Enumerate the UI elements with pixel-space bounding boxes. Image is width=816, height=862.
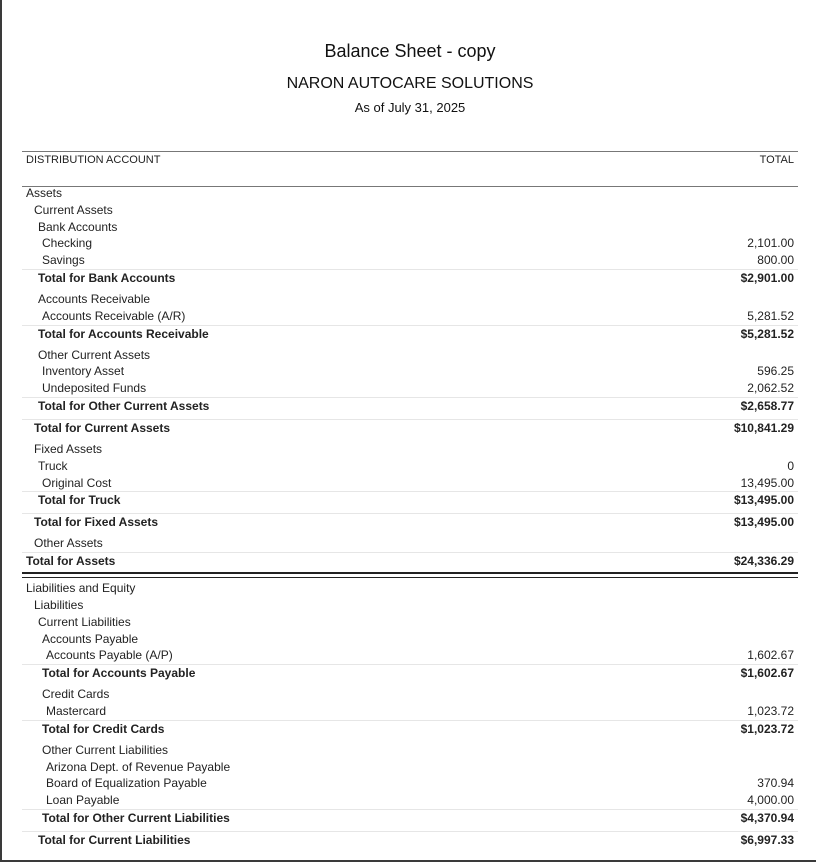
section-header-row <box>22 202 798 219</box>
account-row[interactable] <box>22 775 798 792</box>
row-label: Liabilities and Equity <box>26 581 136 596</box>
row-label: Total for Bank Accounts <box>38 270 176 285</box>
account-row[interactable] <box>22 759 798 776</box>
total-row <box>22 269 798 287</box>
row-amount: $4,370.94 <box>740 810 794 825</box>
row-label: Liabilities <box>34 597 84 612</box>
report-title: Balance Sheet - copy <box>324 41 496 61</box>
row-amount[interactable]: 13,495.00 <box>740 475 794 490</box>
row-label: Loan Payable <box>46 793 120 808</box>
section-header-row <box>22 631 798 648</box>
row-label: Other Current Liabilities <box>42 742 169 757</box>
section-header-row <box>22 291 798 308</box>
row-label: Mastercard <box>46 703 107 718</box>
row-amount: $1,023.72 <box>740 721 794 736</box>
row-amount[interactable]: 1,602.67 <box>747 648 794 663</box>
row-amount[interactable]: 370.94 <box>757 776 794 791</box>
total-row <box>22 664 798 682</box>
column-header-account[interactable]: DISTRIBUTION ACCOUNT <box>26 154 161 166</box>
row-label: Inventory Asset <box>42 364 125 379</box>
row-label: Checking <box>42 236 93 251</box>
row-amount: $2,901.00 <box>740 270 794 285</box>
account-row[interactable] <box>22 703 798 720</box>
row-label: Total for Accounts Receivable <box>38 326 209 341</box>
row-label: Accounts Payable <box>42 631 139 646</box>
total-row <box>22 397 798 415</box>
section-header-row <box>22 347 798 364</box>
total-row <box>22 325 798 343</box>
row-label: Total for Truck <box>38 493 121 508</box>
row-label: Bank Accounts <box>38 219 118 234</box>
column-header-total[interactable]: TOTAL <box>759 154 794 166</box>
total-row <box>22 419 798 437</box>
total-row <box>22 831 798 849</box>
row-amount[interactable]: 5,281.52 <box>747 308 794 323</box>
company-name: NARON AUTOCARE SOLUTIONS <box>286 75 534 92</box>
row-label: Fixed Assets <box>34 441 103 456</box>
row-label: Arizona Dept. of Revenue Payable <box>46 759 231 774</box>
row-label: Accounts Payable (A/P) <box>46 648 173 663</box>
double-rule-divider <box>22 572 798 578</box>
section-header-row <box>22 614 798 631</box>
row-label: Accounts Receivable <box>38 291 151 306</box>
total-row <box>22 720 798 738</box>
row-amount[interactable]: 2,101.00 <box>747 236 794 251</box>
total-row <box>22 809 798 827</box>
section-header-row <box>22 185 798 202</box>
account-row[interactable] <box>22 792 798 809</box>
report-rows <box>22 185 798 849</box>
column-header <box>22 151 798 187</box>
row-label: Credit Cards <box>42 687 110 702</box>
row-amount[interactable]: 2,062.52 <box>747 381 794 396</box>
row-label: Total for Fixed Assets <box>34 515 159 530</box>
row-amount: $1,602.67 <box>740 666 794 681</box>
row-label: Total for Current Liabilities <box>38 832 191 847</box>
section-header-row <box>22 535 798 552</box>
row-label: Board of Equalization Payable <box>46 776 207 791</box>
total-row <box>22 513 798 531</box>
row-amount: $13,495.00 <box>733 515 794 530</box>
section-header-row <box>22 742 798 759</box>
account-row[interactable] <box>22 252 798 269</box>
row-label: Assets <box>26 186 63 200</box>
account-row[interactable] <box>22 235 798 252</box>
account-row[interactable] <box>22 647 798 664</box>
row-label: Undeposited Funds <box>42 381 147 396</box>
row-amount: $24,336.29 <box>733 554 794 569</box>
account-row[interactable] <box>22 308 798 325</box>
row-label: Total for Assets <box>26 554 116 569</box>
section-header-row <box>22 580 798 597</box>
row-amount: $13,495.00 <box>733 493 794 508</box>
row-label: Accounts Receivable (A/R) <box>42 308 186 323</box>
row-label: Total for Accounts Payable <box>42 666 196 681</box>
row-amount[interactable]: 4,000.00 <box>747 793 794 808</box>
total-row <box>22 552 798 570</box>
row-amount[interactable]: 0 <box>787 458 794 473</box>
row-label: Truck <box>38 458 68 473</box>
row-label: Total for Other Current Liabilities <box>42 810 230 825</box>
report-date: As of July 31, 2025 <box>354 100 466 115</box>
row-amount: $2,658.77 <box>740 398 794 413</box>
account-row[interactable] <box>22 380 798 397</box>
section-header-row <box>22 597 798 614</box>
account-row[interactable] <box>22 363 798 380</box>
row-amount: $10,841.29 <box>733 420 794 435</box>
total-row <box>22 491 798 509</box>
row-label: Total for Current Assets <box>34 420 171 435</box>
row-label: Other Current Assets <box>38 347 151 362</box>
row-amount[interactable]: 596.25 <box>757 364 794 379</box>
row-amount: $6,997.33 <box>740 832 794 847</box>
row-label: Current Assets <box>34 202 113 217</box>
account-row[interactable] <box>22 458 798 475</box>
row-label: Other Assets <box>34 536 103 551</box>
section-header-row <box>22 686 798 703</box>
row-label: Savings <box>42 253 85 268</box>
row-label: Original Cost <box>42 475 112 490</box>
row-label: Current Liabilities <box>38 614 131 629</box>
row-amount[interactable]: 800.00 <box>757 253 794 268</box>
section-header-row <box>22 219 798 236</box>
row-amount: $5,281.52 <box>740 326 794 341</box>
section-header-row <box>22 441 798 458</box>
row-label: Total for Credit Cards <box>42 721 165 736</box>
window-left-border <box>0 0 2 862</box>
row-amount[interactable]: 1,023.72 <box>747 703 794 718</box>
account-row[interactable] <box>22 475 798 492</box>
row-label: Total for Other Current Assets <box>38 398 210 413</box>
